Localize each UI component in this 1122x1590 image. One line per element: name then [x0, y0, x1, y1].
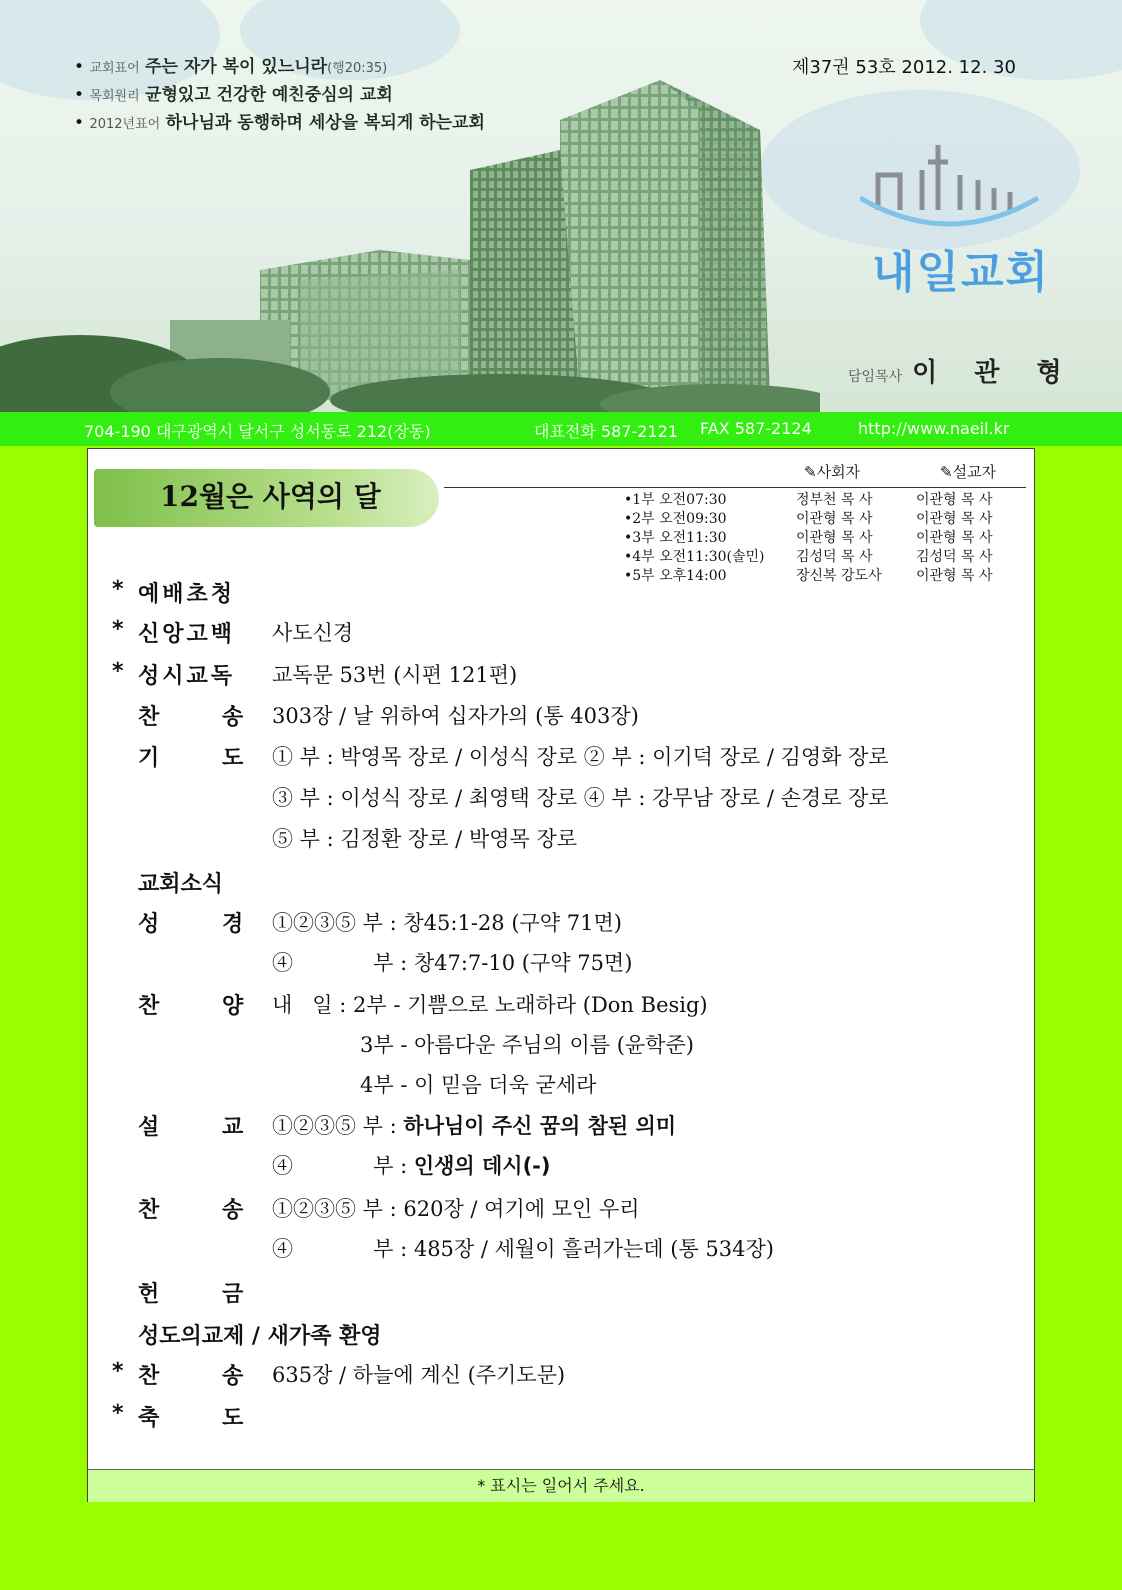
item-label-char: 경	[222, 912, 244, 937]
scripture-reference: 창45:1-28 (구약 71면)	[403, 911, 622, 935]
service-preacher: 이관형 목 사	[916, 511, 993, 527]
anthem-title: 4부 - 이 믿음 더욱 굳세라	[360, 1073, 597, 1097]
item-content: 사도신경	[272, 621, 354, 645]
church-phone: 대표전화 587-2121	[534, 422, 678, 441]
stand-marker: *	[112, 659, 124, 684]
item-label-char: 도	[222, 1406, 244, 1431]
worship-order-panel	[87, 448, 1035, 1502]
item-content	[272, 1193, 640, 1223]
motto-text: 주는 자가 복이 있느니라	[145, 57, 328, 77]
service-part: ①②③⑤ 부 :	[272, 1114, 404, 1138]
item-content	[272, 947, 632, 977]
anthem-title: 3부 - 아름다운 주님의 이름 (윤학준)	[360, 1033, 694, 1057]
item-content	[272, 1233, 774, 1263]
item-label-char: 도	[222, 746, 244, 771]
item-content: ⑤ 부 : 김정환 장로 / 박영목 장로	[272, 827, 578, 851]
service-leader: 이관형 목 사	[796, 511, 873, 527]
item-content: 303장 / 날 위하여 십자가의 (통 403장)	[272, 704, 639, 728]
service-preacher: 김성덕 목 사	[916, 549, 993, 565]
item-label-char: 송	[222, 1198, 244, 1223]
item-label: 교회소식	[138, 872, 224, 897]
item-content	[272, 1150, 550, 1180]
motto-label: 교회표어	[89, 61, 140, 76]
contact-bar	[0, 412, 1122, 446]
service-time: •2부 오전09:30	[624, 511, 727, 527]
service-preacher: 이관형 목 사	[916, 492, 993, 508]
service-time: •5부 오후14:00	[624, 568, 727, 584]
item-label: 성도의교제 / 새가족 환영	[138, 1324, 382, 1349]
item-content: ① 부 : 박영목 장로 / 이성식 장로 ② 부 : 이기덕 장로 / 김영화 장로	[272, 745, 889, 769]
senior-pastor	[848, 352, 1076, 389]
stand-marker: *	[112, 1359, 124, 1384]
scripture-reference: 창47:7-10 (구약 75면)	[413, 951, 633, 975]
leader-column-header: ✎사회자	[804, 463, 861, 481]
service-part: ①②③⑤ 부 :	[272, 911, 404, 935]
item-content	[272, 989, 708, 1019]
service-preacher: 이관형 목 사	[916, 568, 993, 584]
item-label-char: 기	[138, 746, 160, 771]
preacher-column-header: ✎설교자	[940, 463, 997, 481]
preacher-header-label: 설교자	[952, 463, 997, 481]
service-time: •1부 오전07:30	[624, 492, 727, 508]
motto-label: 목회원리	[89, 89, 140, 104]
item-content: 635장 / 하늘에 계신 (주기도문)	[272, 1363, 566, 1387]
leader-header-label: 사회자	[816, 463, 861, 481]
church-website-link[interactable]: http://www.naeil.kr	[858, 419, 1010, 438]
item-content	[272, 907, 622, 937]
sermon-title: 하나님이 주신 꿈의 참된 의미	[403, 1114, 677, 1138]
monthly-theme-title: 12월은 사역의 달	[160, 480, 381, 513]
item-label-char: 설	[138, 1115, 160, 1140]
sermon-title: 인생의 데시(-)	[413, 1154, 551, 1178]
pastor-role: 담임목사	[848, 369, 903, 385]
motto-ref: (행20:35)	[327, 61, 388, 76]
item-label-char: 찬	[138, 994, 160, 1019]
service-leader: 장신복 강도사	[796, 568, 882, 584]
motto-line: • 목회원리 균형있고 건강한 예친중심의 교회	[74, 85, 393, 105]
item-label: 예배초청	[138, 582, 236, 607]
item-label-char: 찬	[138, 1198, 160, 1223]
motto-text: 균형있고 건강한 예친중심의 교회	[145, 85, 393, 105]
item-label-char: 양	[222, 994, 244, 1019]
item-content	[272, 1110, 676, 1140]
item-label-char: 축	[138, 1406, 160, 1431]
service-part: ④ 부 :	[272, 1154, 414, 1178]
monthly-theme-banner	[94, 469, 439, 529]
hymn-title: 485장 / 세월이 흘러가는데 (통 534장)	[413, 1237, 774, 1261]
anthem-choir: 내 일 :	[272, 993, 354, 1017]
standing-instruction-note: * 표시는 일어서 주세요.	[88, 1469, 1034, 1502]
item-label-char: 찬	[138, 1364, 160, 1389]
item-content: ③ 부 : 이성식 장로 / 최영택 장로 ④ 부 : 강무남 장로 / 손경로 장로	[272, 786, 889, 810]
church-fax: FAX 587-2124	[700, 419, 812, 438]
item-label-char: 교	[222, 1115, 244, 1140]
item-label-char: 성	[138, 912, 160, 937]
stand-marker: *	[112, 577, 124, 602]
service-time: •3부 오전11:30	[624, 530, 727, 546]
item-label: 신앙고백	[138, 622, 236, 647]
church-name-logo: 내일교회	[872, 247, 1051, 298]
church-logo-icon	[860, 140, 1040, 230]
service-part: ④ 부 :	[272, 951, 414, 975]
issue-number-date: 제37권 53호 2012. 12. 30	[792, 57, 1016, 78]
service-part: ①②③⑤ 부 :	[272, 1197, 404, 1221]
item-label-char: 금	[222, 1282, 244, 1307]
bulletin-header	[0, 0, 1122, 412]
motto-text: 하나님과 동행하며 세상을 복되게 하는교회	[165, 113, 485, 133]
hymn-title: 620장 / 여기에 모인 우리	[403, 1197, 640, 1221]
item-label-char: 송	[222, 705, 244, 730]
service-time: •4부 오전11:30(솔민)	[624, 549, 765, 565]
item-label-char: 헌	[138, 1282, 160, 1307]
pastor-name: 이 관 형	[912, 358, 1076, 388]
anthem-title: 2부 - 기쁨으로 노래하라 (Don Besig)	[353, 993, 708, 1017]
motto-line: • 2012년표어 하나님과 동행하며 세상을 복되게 하는교회	[74, 113, 485, 133]
item-label-char: 송	[222, 1364, 244, 1389]
item-label-char: 찬	[138, 705, 160, 730]
motto-label: 2012년표어	[89, 117, 161, 132]
divider	[444, 487, 1026, 488]
item-content: 교독문 53번 (시편 121편)	[272, 663, 518, 687]
church-mottos	[74, 54, 485, 138]
stand-marker: *	[112, 617, 124, 642]
service-preacher: 이관형 목 사	[916, 530, 993, 546]
stand-marker: *	[112, 1401, 124, 1426]
motto-line: • 교회표어 주는 자가 복이 있느니라(행20:35)	[74, 57, 388, 77]
service-leader: 이관형 목 사	[796, 530, 873, 546]
service-leader: 김성덕 목 사	[796, 549, 873, 565]
church-address: 704-190 대구광역시 달서구 성서동로 212(장동)	[84, 422, 431, 441]
service-leader: 정부천 목 사	[796, 492, 873, 508]
item-label: 성시교독	[138, 664, 236, 689]
service-part: ④ 부 :	[272, 1237, 414, 1261]
